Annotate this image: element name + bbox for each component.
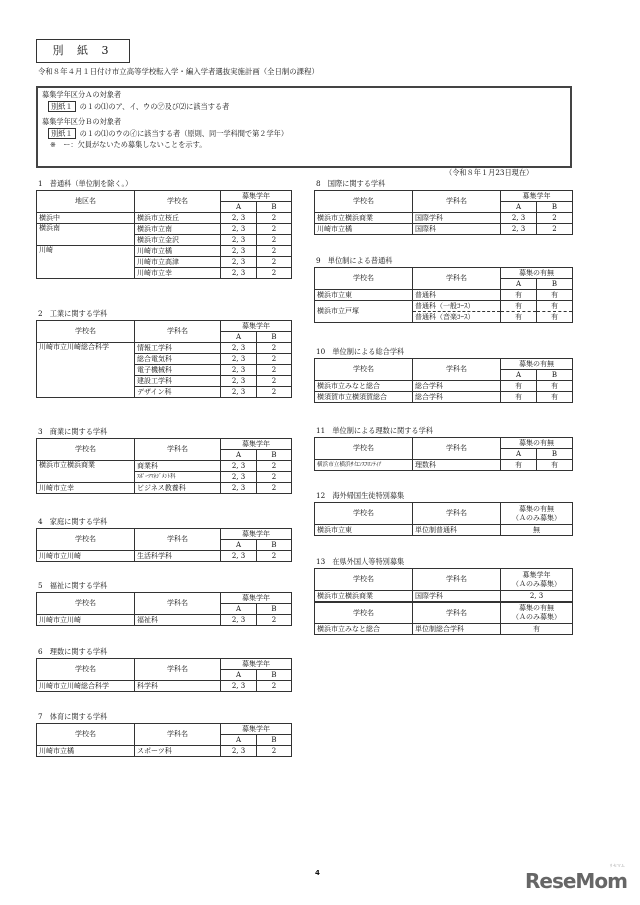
cell-dept: 生活科学科	[135, 551, 221, 562]
cell-dept: 単位制普通科	[413, 525, 501, 536]
header-grade: 募集学年	[221, 593, 292, 604]
section-1-title: 1 普通科（単位制を除く。）	[38, 179, 133, 188]
header-b: B	[257, 735, 292, 746]
header-recruit	[501, 503, 573, 525]
header-b: B	[257, 202, 292, 213]
cell-school: 横浜市立横浜ｻｲｴﾝｽﾌﾛﾝﾃｨｱ	[315, 460, 413, 471]
section-9-table	[314, 267, 573, 323]
cell-a: 2, 3	[221, 224, 257, 235]
cell-a: 有	[501, 381, 537, 392]
cell-school: 川崎市立川崎	[37, 551, 135, 562]
table-row	[315, 213, 573, 224]
cell-b: 2	[257, 246, 292, 257]
cell-a: 有	[501, 460, 537, 471]
section-9-title: 9 単位制による普通科	[316, 256, 393, 265]
cell-school: 川崎市立幸	[135, 268, 221, 279]
cell-a: 2, 3	[221, 354, 257, 365]
table-row	[37, 213, 292, 224]
header-recruit-line1: 募集の有無	[519, 603, 554, 612]
cell-b: 2	[257, 365, 292, 376]
cell-dept: 電子機械科	[135, 365, 221, 376]
cell-b: 2	[537, 224, 573, 235]
header-dept: 学科名	[135, 593, 221, 615]
table-row	[37, 483, 292, 494]
cell-dept: スポーツ科	[135, 746, 221, 757]
cell-a: 2, 3	[221, 343, 257, 354]
cell-b: 有	[537, 312, 573, 323]
cell-a: 有	[501, 392, 537, 403]
header-b: B	[537, 279, 573, 290]
cell-b: 有	[537, 290, 573, 301]
cell-a: 2, 3	[501, 213, 537, 224]
document-title-box: 別 紙 3	[36, 39, 130, 63]
header-b: B	[257, 332, 292, 343]
table-row	[37, 681, 292, 692]
table-row	[37, 224, 292, 235]
header-school: 学校名	[37, 321, 135, 343]
cell-area: 横浜南	[37, 224, 135, 246]
section-5-table	[36, 592, 292, 626]
cell-b: 2	[257, 483, 292, 494]
header-area: 地区名	[37, 191, 135, 213]
cell-b: 有	[537, 301, 573, 312]
cell-dept: 普通科	[413, 290, 501, 301]
header-school: 学校名	[315, 503, 413, 525]
cell-school: 横浜市立横浜商業	[37, 461, 135, 483]
header-school: 学校名	[37, 593, 135, 615]
table-row	[315, 381, 573, 392]
cell-a: 有	[501, 290, 537, 301]
table-row	[315, 301, 573, 312]
section-13-title: 13 在県外国人等特別募集	[316, 557, 405, 566]
notice-a-ref: 別紙１	[48, 101, 76, 112]
header-school: 学校名	[315, 438, 413, 460]
header-school: 学校名	[315, 268, 413, 290]
cell-b: 有	[537, 392, 573, 403]
cell-school: 川崎市立幸	[37, 483, 135, 494]
header-school: 学校名	[37, 529, 135, 551]
cell-b: 2	[257, 615, 292, 626]
cell-a: 有	[501, 312, 537, 323]
cell-b: 2	[257, 461, 292, 472]
header-a: A	[221, 604, 257, 615]
cell-school: 横浜市立横浜商業	[315, 591, 413, 602]
cell-school: 川崎市立川崎総合科学	[37, 681, 135, 692]
header-dept: 学科名	[413, 569, 501, 591]
header-school: 学校名	[315, 569, 413, 591]
cell-value: 無	[501, 525, 573, 536]
table-row	[37, 615, 292, 626]
header-a: A	[501, 279, 537, 290]
cell-school: 横浜市立戸塚	[315, 301, 413, 323]
cell-school: 横浜市立東	[315, 525, 413, 536]
notice-note: ※ ー：欠員がないため募集しないことを示す。	[50, 140, 207, 149]
notice-a-heading: 募集学年区分Ａの対象者	[42, 90, 122, 99]
cell-a: 2, 3	[221, 246, 257, 257]
cell-dept: 福祉科	[135, 615, 221, 626]
cell-b: 2	[257, 235, 292, 246]
header-dept: 学科名	[413, 602, 501, 624]
section-2-title: 2 工業に関する学科	[38, 309, 108, 318]
cell-a: 2, 3	[221, 746, 257, 757]
header-a: A	[221, 202, 257, 213]
cell-value: 2, 3	[501, 591, 573, 602]
header-dept: 学科名	[413, 438, 501, 460]
cell-b: 2	[257, 472, 292, 483]
table-row	[37, 343, 292, 354]
section-8-title: 8 国際に関する学科	[316, 179, 386, 188]
header-a: A	[221, 735, 257, 746]
section-13-table	[314, 568, 573, 635]
header-school: 学校名	[135, 191, 221, 213]
cell-dept: 普通科（一般ｺｰｽ）	[413, 301, 501, 312]
cell-school: 横浜市立東	[315, 290, 413, 301]
header-grade-line1: 募集学年	[522, 570, 551, 579]
section-6-title: 6 理数に関する学科	[38, 647, 108, 656]
section-12-title: 12 海外帰国生徒特別募集	[316, 491, 405, 500]
header-dept: 学科名	[135, 659, 221, 681]
cell-dept: 国際学科	[413, 213, 501, 224]
logo-ruby: リセマム	[608, 863, 625, 868]
header-recruit: 募集の有無	[501, 268, 573, 279]
cell-b: 2	[257, 551, 292, 562]
header-dept: 学科名	[413, 191, 501, 213]
cell-b: 2	[257, 224, 292, 235]
table-row	[315, 290, 573, 301]
header-grade: 募集学年	[221, 529, 292, 540]
cell-school: 川崎市立橘	[37, 746, 135, 757]
cell-area: 川崎	[37, 246, 135, 279]
header-school: 学校名	[315, 191, 413, 213]
header-a: A	[221, 332, 257, 343]
cell-school: 川崎市立橘	[135, 246, 221, 257]
header-b: B	[257, 450, 292, 461]
header-school: 学校名	[37, 724, 135, 746]
header-school: 学校名	[315, 359, 413, 381]
table-row	[315, 460, 573, 471]
header-recruit: 募集の有無	[501, 359, 573, 370]
section-6-table	[36, 658, 292, 692]
cell-a: 2, 3	[221, 365, 257, 376]
header-school: 学校名	[315, 602, 413, 624]
logo-text: ReseMom	[525, 869, 627, 893]
cell-b: 有	[537, 460, 573, 471]
header-recruit-line2: （Ａのみ募集）	[512, 513, 561, 522]
cell-dept: 普通科（音楽ｺｰｽ）	[413, 312, 501, 323]
cell-school: 横須賀市立横須賀総合	[315, 392, 413, 403]
header-b: B	[537, 202, 573, 213]
header-grade	[501, 569, 573, 591]
cell-b: 2	[257, 213, 292, 224]
cell-b: 2	[257, 354, 292, 365]
cell-dept: 建設工学科	[135, 376, 221, 387]
cell-a: 2, 3	[221, 472, 257, 483]
cell-school: 横浜市立桜丘	[135, 213, 221, 224]
header-school: 学校名	[37, 659, 135, 681]
header-dept: 学科名	[135, 724, 221, 746]
table-row	[37, 551, 292, 562]
cell-area: 横浜中	[37, 213, 135, 224]
table-row	[37, 246, 292, 257]
header-a: A	[221, 450, 257, 461]
table-row	[315, 392, 573, 403]
header-a: A	[501, 370, 537, 381]
document-subtitle: 令和８年４月１日付け市立高等学校転入学・編入学者選抜実施計画（全日制の課程）	[38, 67, 319, 76]
cell-dept: 総合学科	[413, 381, 501, 392]
cell-dept: 総合電気科	[135, 354, 221, 365]
header-dept: 学科名	[135, 321, 221, 343]
section-3-title: 3 商業に関する学科	[38, 427, 108, 436]
cell-a: 2, 3	[221, 681, 257, 692]
table-row	[315, 624, 573, 635]
section-3-table	[36, 438, 292, 494]
cell-b: 2	[257, 746, 292, 757]
header-grade: 募集学年	[221, 191, 292, 202]
section-11-table	[314, 437, 573, 471]
cell-dept: デザイン科	[135, 387, 221, 398]
as-of-date: （令和８年１月23日現在）	[445, 168, 534, 177]
table-row	[315, 224, 573, 235]
cell-dept: 国際学科	[413, 591, 501, 602]
cell-a: 2, 3	[221, 213, 257, 224]
cell-dept: ｽﾎﾟｰﾂﾏﾈｼﾞﾒﾝﾄ科	[135, 472, 221, 483]
section-12-table	[314, 502, 573, 536]
header-recruit: 募集の有無	[501, 438, 573, 449]
section-10-title: 10 単位制による総合学科	[316, 347, 405, 356]
header-b: B	[257, 670, 292, 681]
cell-a: 2, 3	[501, 224, 537, 235]
header-dept: 学科名	[135, 439, 221, 461]
cell-school: 横浜市立みなと総合	[315, 624, 413, 635]
header-a: A	[501, 449, 537, 460]
cell-a: 2, 3	[221, 551, 257, 562]
section-10-table	[314, 358, 573, 403]
cell-a: 2, 3	[221, 376, 257, 387]
notice-b-text: の１の⑴のウの㋑に該当する者（原則、同一学科間で第２学年）	[79, 129, 289, 138]
header-b: B	[537, 449, 573, 460]
header-b: B	[257, 604, 292, 615]
notice-a-body	[42, 101, 566, 111]
cell-b: 2	[257, 376, 292, 387]
notice-a-text: の１の⑴のア、イ、ウの㋐及び⑵に該当する者	[79, 102, 230, 111]
header-dept: 学科名	[413, 268, 501, 290]
cell-school: 横浜市立南	[135, 224, 221, 235]
cell-dept: ビジネス教養科	[135, 483, 221, 494]
cell-b: 有	[537, 381, 573, 392]
cell-dept: 単位制総合学科	[413, 624, 501, 635]
cell-dept: 国際科	[413, 224, 501, 235]
header-grade: 募集学年	[501, 191, 573, 202]
header-recruit-line2: （Ａのみ募集）	[512, 612, 561, 621]
cell-a: 2, 3	[221, 387, 257, 398]
section-8-table	[314, 190, 573, 235]
header-a: A	[221, 540, 257, 551]
header-a: A	[501, 202, 537, 213]
section-2-table	[36, 320, 292, 398]
cell-dept: 科学科	[135, 681, 221, 692]
header-grade: 募集学年	[221, 439, 292, 450]
header-recruit-line1: 募集の有無	[519, 504, 554, 513]
resemom-logo	[525, 863, 627, 893]
cell-school: 横浜市立横浜商業	[315, 213, 413, 224]
header-a: A	[221, 670, 257, 681]
cell-b: 2	[537, 213, 573, 224]
cell-value: 有	[501, 624, 573, 635]
section-11-title: 11 単位制による理数に関する学科	[316, 426, 433, 435]
header-grade: 募集学年	[221, 659, 292, 670]
header-school: 学校名	[37, 439, 135, 461]
cell-a: 2, 3	[221, 461, 257, 472]
cell-school: 川崎市立橘	[315, 224, 413, 235]
notice-b-body	[42, 128, 566, 138]
section-4-table	[36, 528, 292, 562]
section-7-table	[36, 723, 292, 757]
section-4-title: 4 家庭に関する学科	[38, 517, 108, 526]
page-number: 4	[315, 869, 320, 877]
section-5-title: 5 福祉に関する学科	[38, 581, 108, 590]
notice-b-heading: 募集学年区分Ｂの対象者	[42, 117, 122, 126]
cell-school: 横浜市立みなと総合	[315, 381, 413, 392]
notice-box	[36, 86, 572, 168]
table-row	[315, 591, 573, 602]
cell-a: 2, 3	[221, 268, 257, 279]
header-dept: 学科名	[413, 359, 501, 381]
cell-a: 有	[501, 301, 537, 312]
cell-b: 2	[257, 343, 292, 354]
header-dept: 学科名	[413, 503, 501, 525]
table-row	[37, 746, 292, 757]
table-row	[315, 525, 573, 536]
cell-b: 2	[257, 387, 292, 398]
cell-school: 川崎市立川崎	[37, 615, 135, 626]
cell-a: 2, 3	[221, 257, 257, 268]
header-grade: 募集学年	[221, 321, 292, 332]
notice-b-ref: 別紙１	[48, 128, 76, 139]
section-7-title: 7 体育に関する学科	[38, 712, 108, 721]
section-1-table	[36, 190, 292, 279]
cell-dept: 商業科	[135, 461, 221, 472]
header-grade: 募集学年	[221, 724, 292, 735]
cell-a: 2, 3	[221, 483, 257, 494]
header-grade-line2: （Ａのみ募集）	[512, 579, 561, 588]
cell-school: 横浜市立金沢	[135, 235, 221, 246]
cell-school: 川崎市立高津	[135, 257, 221, 268]
cell-a: 2, 3	[221, 615, 257, 626]
cell-b: 2	[257, 681, 292, 692]
cell-school: 川崎市立川崎総合科学	[37, 343, 135, 398]
cell-dept: 理数科	[413, 460, 501, 471]
header-b: B	[257, 540, 292, 551]
cell-a: 2, 3	[221, 235, 257, 246]
cell-b: 2	[257, 268, 292, 279]
header-recruit	[501, 602, 573, 624]
table-row	[37, 461, 292, 472]
header-dept: 学科名	[135, 529, 221, 551]
cell-b: 2	[257, 257, 292, 268]
cell-dept: 総合学科	[413, 392, 501, 403]
cell-dept: 情報工学科	[135, 343, 221, 354]
header-b: B	[537, 370, 573, 381]
